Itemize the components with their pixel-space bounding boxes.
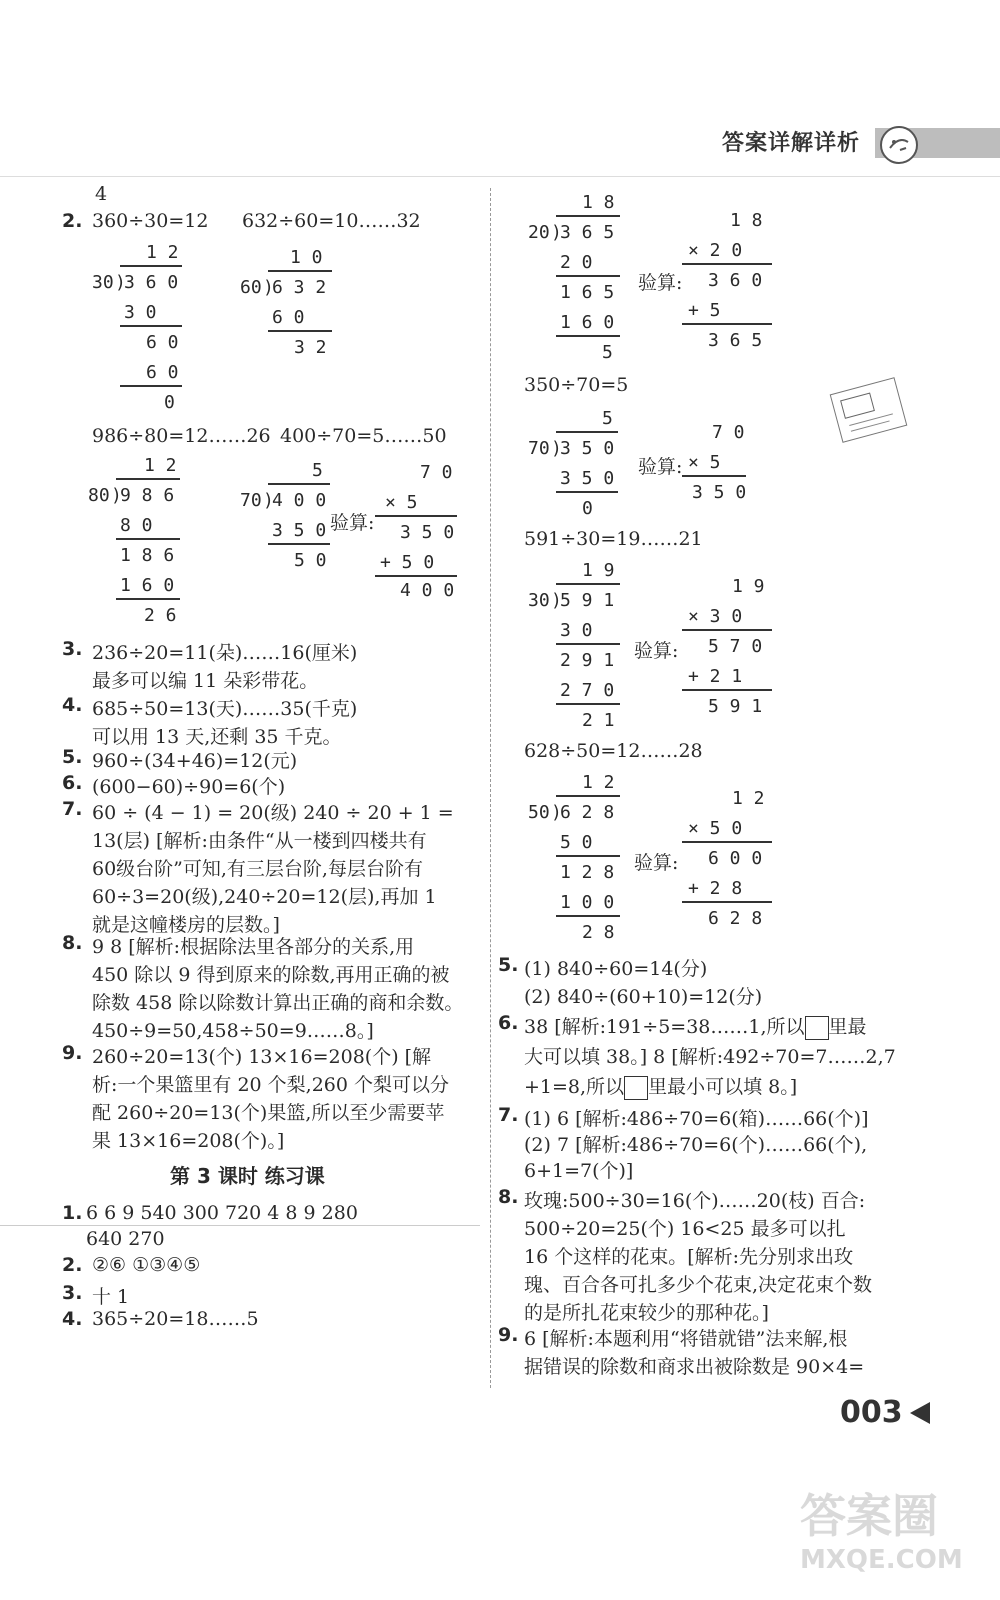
q2-eq2: 632÷60=10……32 [242,210,421,232]
sum: 3 6 5 [708,330,763,351]
watermark-logo: 答案圈 [800,1489,938,1543]
addend: + 2 1 [688,666,743,687]
product: 3 5 0 [692,482,747,503]
divisor: 30 [92,272,114,293]
q7-line: 60 ÷ (4 − 1) = 20(级) 240 ÷ 20 + 1 = [92,802,454,824]
q3-line1: 236÷20=11(朵)……16(厘米) [92,642,358,664]
q6-line1: (600−60)÷90=6(个) [92,776,286,798]
rq7-number: 7. [498,1104,519,1126]
quotient: 1 9 [582,560,615,581]
rq9-number: 9. [498,1324,519,1346]
subtract-1: 8 0 [120,515,153,536]
subtract-1: 3 5 0 [560,468,615,489]
check-label: 验算: [330,512,375,534]
separator-line [0,1225,480,1226]
factor-a: 7 0 [712,422,745,443]
factor-a: 7 0 [420,462,453,483]
factor-b: × 3 0 [688,606,743,627]
blank-box [805,1016,829,1040]
remainder-1: 3 2 [294,337,327,358]
q2-number: 2. [62,210,83,232]
q7-line: 13(层) [解析:由条件“从一楼到四楼共有 [92,830,427,852]
remainder-2: 2 8 [582,922,615,943]
product: 5 7 0 [708,636,763,657]
subtract-1: 5 0 [560,832,593,853]
q7-line: 就是这幢楼房的层数。] [92,914,280,936]
r2-eq: 350÷70=5 [524,374,629,396]
divisor: 70 [240,490,262,511]
factor-a: 1 8 [730,210,763,231]
q2-eq3: 986÷80=12……26 [92,425,271,447]
remainder-1: 5 0 [294,550,327,571]
divisor: 70 [528,438,550,459]
rq6-line1 [524,1012,867,1040]
q8-line: 450÷9=50,458÷50=9……8。] [92,1020,374,1042]
rq5-line1: (1) 840÷60=14(分) [524,958,708,980]
quotient: 1 2 [144,455,177,476]
remainder-1: 6 0 [146,332,179,353]
rq9-line: 据错误的除数和商求出被除数是 90×4= [524,1356,865,1378]
factor-b: × 5 0 [688,818,743,839]
r3-eq: 591÷30=19……21 [524,528,703,550]
rq7-line3: 6+1=7(个)] [524,1160,634,1182]
q5-line1: 960÷(34+46)=12(元) [92,750,298,772]
page-arrow-icon [910,1402,930,1424]
factor-b: × 2 0 [688,240,743,261]
product: 6 0 0 [708,848,763,869]
quotient: 1 0 [290,247,323,268]
blank-box [624,1076,648,1100]
dividend: 6 3 2 [272,277,327,298]
p4-number: 4. [62,1308,83,1330]
rq5-line2: (2) 840÷(60+10)=12(分) [524,986,763,1008]
rq8-line: 16 个这样的花束。[解析:先分别求出玫 [524,1246,854,1268]
divisor: 20 [528,222,550,243]
q9-line: 析:一个果篮里有 20 个梨,260 个梨可以分 [92,1074,450,1096]
rq6-line3 [524,1072,797,1100]
rq6-line2: 大可以填 38。] 8 [解析:492÷70=7……2,7 [524,1046,896,1068]
dividend: 6 2 8 [560,802,615,823]
q7-number: 7. [62,798,83,820]
subtract-2: 1 0 0 [560,892,615,913]
remainder-1: 0 [582,498,593,519]
q3-line2: 最多可以编 11 朵彩带花。 [92,670,319,692]
rq8-line: 的是所扎花束较少的那种花。] [524,1302,769,1324]
rq8-line: 玫瑰:500÷30=16(个)……20(枝) 百合: [524,1190,866,1212]
remainder-1: 1 6 5 [560,282,615,303]
q4-line1: 685÷50=13(天)……35(千克) [92,698,358,720]
p4-line1: 365÷20=18……5 [92,1308,259,1330]
divisor: 30 [528,590,550,611]
watermark-url: MXQE.COM [800,1545,963,1575]
check-label: 验算: [634,852,679,874]
subtract-1: 2 0 [560,252,593,273]
remainder-2: 2 1 [582,710,615,731]
subtract-2: 2 7 0 [560,680,615,701]
rq9-line: 6 [解析:本题利用“将错就错”法来解,根 [524,1328,848,1350]
rq6-text-c: +1=8,所以 [524,1076,625,1098]
quotient: 1 2 [582,772,615,793]
q9-line: 果 13×16=208(个)。] [92,1130,285,1152]
divisor: 60 [240,277,262,298]
factor-a: 1 2 [732,788,765,809]
q2-eq1: 360÷30=12 [92,210,209,232]
q9-line: 配 260÷20=13(个)果篮,所以至少需要苹 [92,1102,445,1124]
q4-number: 4. [62,694,83,716]
remainder-1: 1 2 8 [560,862,615,883]
quotient: 5 [312,460,323,481]
p2-line1: ②⑥ ①③④⑤ [92,1254,201,1276]
q3-number: 3. [62,638,83,660]
p2-number: 2. [62,1254,83,1276]
check-label: 验算: [634,640,679,662]
remainder-2: 0 [164,392,175,413]
q4-line2: 可以用 13 天,还剩 35 千克。 [92,726,342,748]
subtract-2: 1 6 0 [120,575,175,596]
q7-line: 60÷3=20(级),240÷20=12(层),再加 1 [92,886,437,908]
quotient: 5 [602,408,613,429]
quotient: 1 2 [146,242,179,263]
q8-line: 450 除以 9 得到原来的除数,再用正确的被 [92,964,450,986]
dividend: 3 6 0 [124,272,179,293]
addend: + 5 0 [380,552,435,573]
q8-line: 9 8 [解析:根据除法里各部分的关系,用 [92,936,415,958]
sum: 6 2 8 [708,908,763,929]
subtract-1: 3 0 [560,620,593,641]
section-title: 第 3 课时 练习课 [170,1164,325,1188]
rq6-text-a: 38 [解析:191÷5=38……1,所以 [524,1016,805,1038]
p3-line1: 十 1 [92,1286,130,1308]
rq8-line: 500÷20=25(个) 16<25 最多可以扎 [524,1218,846,1240]
rq7-line1: (1) 6 [解析:486÷70=6(箱)……66(个)] [524,1108,869,1130]
rq6-text-b: 里最 [828,1016,867,1038]
subtract-2: 1 6 0 [560,312,615,333]
remainder-1: 1 8 6 [120,545,175,566]
q7-line: 60级台阶”可知,有三层台阶,每层台阶有 [92,858,423,880]
divisor: 50 [528,802,550,823]
rq6-number: 6. [498,1012,519,1034]
dividend: 9 8 6 [120,485,175,506]
remainder-2: 2 6 [144,605,177,626]
q9-number: 9. [62,1042,83,1064]
q6-number: 6. [62,772,83,794]
p1-number: 1. [62,1202,83,1224]
check-label: 验算: [638,272,683,294]
addend: + 5 [688,300,721,321]
dividend: 3 5 0 [560,438,615,459]
stamp-icon [830,377,908,443]
p1-line2: 640 270 [86,1228,165,1250]
top-digit: 4 [95,183,108,205]
product: 3 5 0 [400,522,455,543]
addend: + 2 8 [688,878,743,899]
product: 3 6 0 [708,270,763,291]
rq7-line2: (2) 7 [解析:486÷70=6(个)……66(个), [524,1134,868,1156]
q8-line: 除数 458 除以除数计算出正确的商和余数。 [92,992,464,1014]
sum: 4 0 0 [400,580,455,601]
page-number: 003 [840,1395,903,1430]
sum: 5 9 1 [708,696,763,717]
check-label: 验算: [638,456,683,478]
subtract-2: 6 0 [146,362,179,383]
remainder-1: 2 9 1 [560,650,615,671]
factor-b: × 5 [688,452,721,473]
p1-line1: 6 6 9 540 300 720 4 8 9 280 [86,1202,358,1224]
rq8-number: 8. [498,1186,519,1208]
rq5-number: 5. [498,954,519,976]
header-logo-icon [880,126,918,164]
divisor: 80 [88,485,110,506]
subtract-1: 3 0 [124,302,157,323]
subtract-1: 6 0 [272,307,305,328]
q5-number: 5. [62,746,83,768]
remainder-2: 5 [602,342,613,363]
factor-b: × 5 [385,492,418,513]
header-rule [0,176,1000,177]
q9-line: 260÷20=13(个) 13×16=208(个) [解 [92,1046,432,1068]
q8-number: 8. [62,932,83,954]
factor-a: 1 9 [732,576,765,597]
dividend: 3 6 5 [560,222,615,243]
q2-eq4: 400÷70=5……50 [280,425,447,447]
rq8-line: 瑰、百合各可扎多少个花束,决定花束个数 [524,1274,873,1296]
header-title: 答案详解详析 [722,131,861,156]
subtract-1: 3 5 0 [272,520,327,541]
column-divider [490,188,491,1388]
quotient: 1 8 [582,192,615,213]
dividend: 5 9 1 [560,590,615,611]
p3-number: 3. [62,1282,83,1304]
dividend: 4 0 0 [272,490,327,511]
rq6-text-d: 里最小可以填 8。] [648,1076,798,1098]
r4-eq: 628÷50=12……28 [524,740,703,762]
